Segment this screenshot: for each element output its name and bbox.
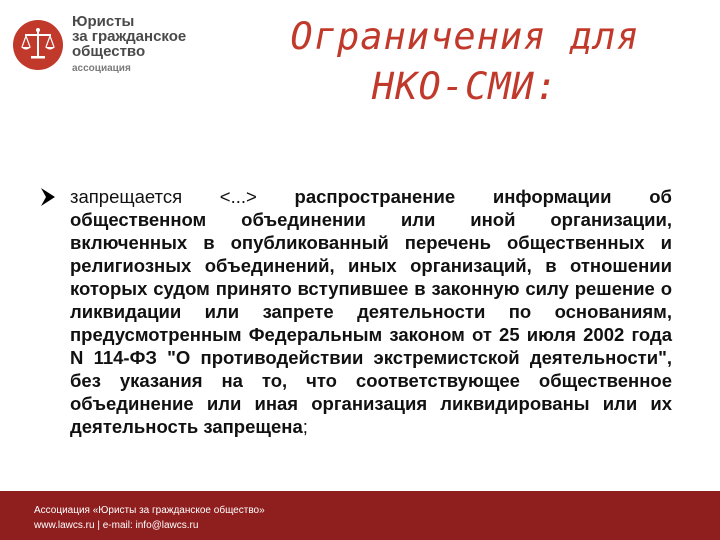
footer — [0, 491, 720, 540]
bullet-tail-text: ; — [302, 416, 308, 437]
slide-title-line-2: НКО-СМИ: — [371, 65, 559, 108]
logo-line-3: общество — [72, 43, 146, 60]
bullet-item — [40, 185, 672, 438]
logo — [12, 14, 186, 76]
footer-association-name: Ассоциация «Юристы за гражданское общество» — [34, 505, 265, 516]
bullet-text — [70, 185, 672, 438]
logo-subtitle: ассоциация — [72, 63, 131, 74]
logo-text — [72, 14, 186, 76]
slide-title-line-1: Ограничения для — [290, 15, 640, 58]
slide-title — [250, 12, 680, 112]
bullet-lead-text: запрещается <...> — [70, 186, 295, 207]
arrow-bullet-icon — [40, 185, 70, 438]
footer-contacts: www.lawcs.ru | e-mail: info@lawcs.ru — [34, 520, 199, 531]
bullet-main-text: распространение информации об общественном объединении или иной организации, включенных в опубликованный перечень общественных и религиозных объединений, иных организаций, в отношении которых судом принято вступившее в законную силу решение о ликвидации или запрете деятельности по основаниям, предусмотренным Федеральным законом от 25 июля 2002 года N 114-ФЗ "О противодействии экстремистской деятельности", без указания на то, что соответствующее общественное объединение или иная организация ликвидированы или их деятельность запрещена — [70, 186, 672, 437]
scales-of-justice-icon — [12, 19, 64, 71]
logo-line-2: за гражданское — [72, 28, 187, 45]
logo-line-1: Юристы — [72, 13, 135, 30]
